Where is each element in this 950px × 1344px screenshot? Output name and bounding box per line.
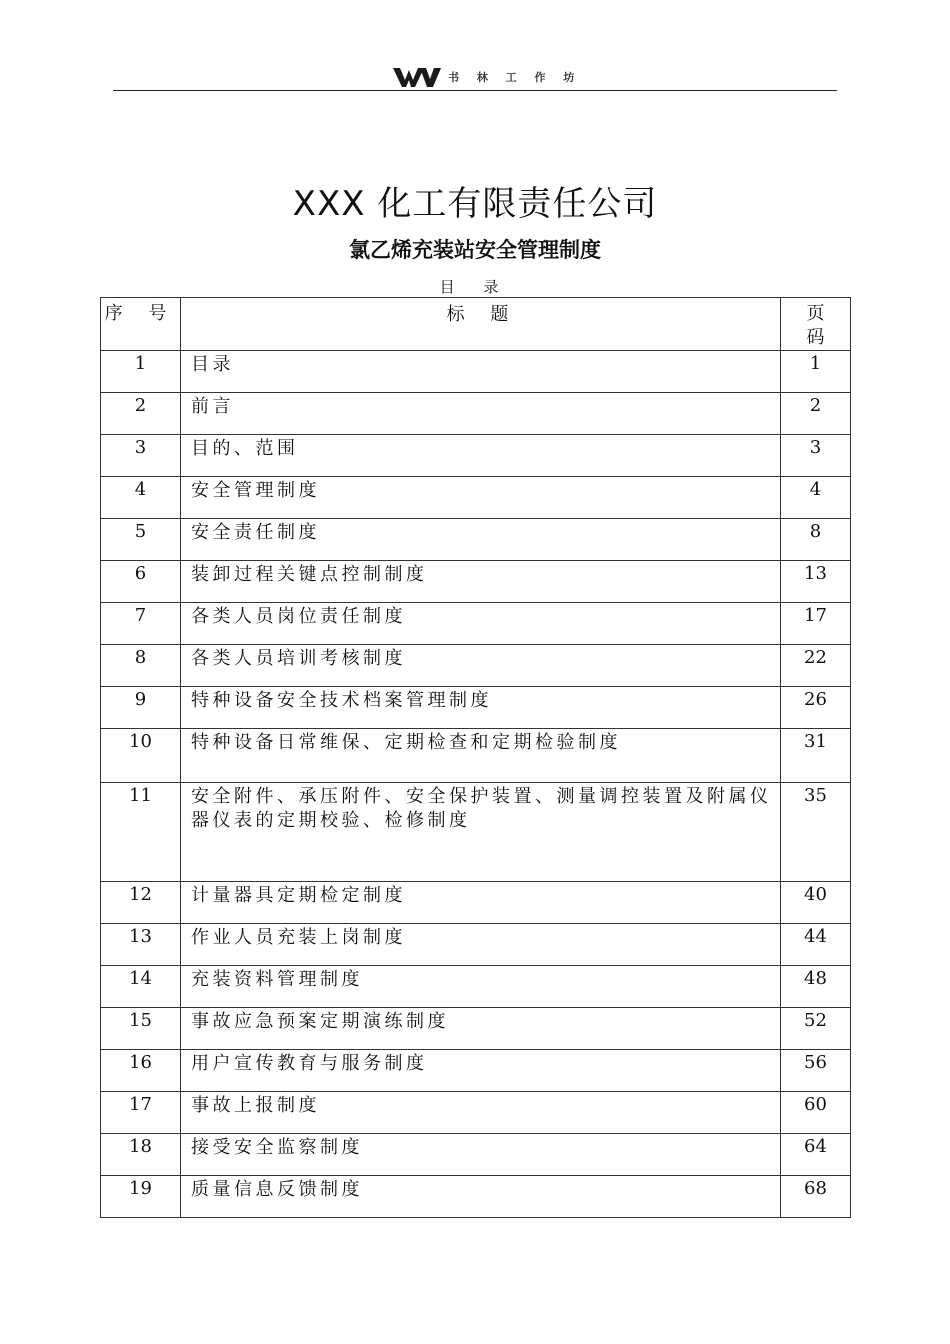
wl-logo-icon <box>393 66 441 88</box>
toc-row-number: 12 <box>101 882 181 924</box>
header-page: 页码 <box>781 298 851 351</box>
toc-row <box>101 603 851 645</box>
toc-row-number: 10 <box>101 729 181 783</box>
toc-header-row <box>101 298 851 351</box>
toc-row-title: 作业人员充装上岗制度 <box>181 924 781 966</box>
toc-row <box>101 393 851 435</box>
toc-row-number: 5 <box>101 519 181 561</box>
toc-row-page: 44 <box>781 924 851 966</box>
toc-row-number: 13 <box>101 924 181 966</box>
toc-row-title: 安全管理制度 <box>181 477 781 519</box>
toc-row-page: 1 <box>781 351 851 393</box>
toc-row-title: 事故应急预案定期演练制度 <box>181 1008 781 1050</box>
toc-label: 目 录 <box>439 278 511 296</box>
toc-row-page: 22 <box>781 645 851 687</box>
toc-row-title: 质量信息反馈制度 <box>181 1176 781 1218</box>
toc-row-number: 16 <box>101 1050 181 1092</box>
toc-row-page: 64 <box>781 1134 851 1176</box>
toc-row-page: 35 <box>781 783 851 882</box>
toc-row-title: 特种设备日常维保、定期检查和定期检验制度 <box>181 729 781 783</box>
toc-row <box>101 519 851 561</box>
toc-row <box>101 1134 851 1176</box>
toc-row-number: 9 <box>101 687 181 729</box>
toc-row-page: 56 <box>781 1050 851 1092</box>
toc-row-title: 事故上报制度 <box>181 1092 781 1134</box>
toc-row <box>101 351 851 393</box>
toc-row-number: 3 <box>101 435 181 477</box>
toc-row-title: 安全附件、承压附件、安全保护装置、测量调控装置及附属仪器仪表的定期校验、检修制度 <box>181 783 781 882</box>
toc-row-number: 15 <box>101 1008 181 1050</box>
toc-row <box>101 882 851 924</box>
toc-row-page: 4 <box>781 477 851 519</box>
toc-row-title: 各类人员培训考核制度 <box>181 645 781 687</box>
toc-row-title: 目的、范围 <box>181 435 781 477</box>
toc-row-number: 14 <box>101 966 181 1008</box>
toc-row-title: 目录 <box>181 351 781 393</box>
toc-row-number: 17 <box>101 1092 181 1134</box>
toc-row <box>101 1050 851 1092</box>
header-title: 标 题 <box>181 298 781 351</box>
toc-row-page: 26 <box>781 687 851 729</box>
toc-row-page: 68 <box>781 1176 851 1218</box>
toc-row <box>101 561 851 603</box>
toc-row-page: 40 <box>781 882 851 924</box>
toc-row-title: 前言 <box>181 393 781 435</box>
toc-row-title: 特种设备安全技术档案管理制度 <box>181 687 781 729</box>
page-subtitle: 氯乙烯充装站安全管理制度 <box>349 238 601 262</box>
toc-row-title: 用户宣传教育与服务制度 <box>181 1050 781 1092</box>
toc-row-page: 2 <box>781 393 851 435</box>
toc-row-title: 充装资料管理制度 <box>181 966 781 1008</box>
toc-row-page: 52 <box>781 1008 851 1050</box>
toc-row-number: 2 <box>101 393 181 435</box>
toc-row-page: 13 <box>781 561 851 603</box>
toc-row-page: 3 <box>781 435 851 477</box>
toc-row-page: 60 <box>781 1092 851 1134</box>
toc-row-number: 11 <box>101 783 181 882</box>
toc-row <box>101 477 851 519</box>
toc-row <box>101 435 851 477</box>
toc-row-number: 8 <box>101 645 181 687</box>
toc-row-title: 安全责任制度 <box>181 519 781 561</box>
toc-row <box>101 966 851 1008</box>
toc-row-title: 计量器具定期检定制度 <box>181 882 781 924</box>
toc-row-page: 8 <box>781 519 851 561</box>
toc-row <box>101 687 851 729</box>
toc-row-title: 各类人员岗位责任制度 <box>181 603 781 645</box>
toc-row-number: 7 <box>101 603 181 645</box>
toc-row-title: 装卸过程关键点控制制度 <box>181 561 781 603</box>
toc-row-number: 6 <box>101 561 181 603</box>
header-number: 序 号 <box>101 298 181 351</box>
toc-row <box>101 729 851 783</box>
toc-row-number: 18 <box>101 1134 181 1176</box>
toc-row-page: 17 <box>781 603 851 645</box>
page-header <box>113 64 837 91</box>
toc-row <box>101 783 851 882</box>
toc-row-page: 48 <box>781 966 851 1008</box>
toc-row <box>101 1092 851 1134</box>
toc-row-number: 4 <box>101 477 181 519</box>
toc-table <box>100 297 851 1218</box>
toc-row <box>101 924 851 966</box>
header-brand-text: 书 林 工 作 坊 <box>448 71 582 84</box>
toc-row-title: 接受安全监察制度 <box>181 1134 781 1176</box>
toc-row <box>101 645 851 687</box>
page-title: XXX 化工有限责任公司 <box>292 184 658 224</box>
toc-row-number: 19 <box>101 1176 181 1218</box>
toc-row-page: 31 <box>781 729 851 783</box>
toc-row <box>101 1008 851 1050</box>
toc-row <box>101 1176 851 1218</box>
toc-row-number: 1 <box>101 351 181 393</box>
